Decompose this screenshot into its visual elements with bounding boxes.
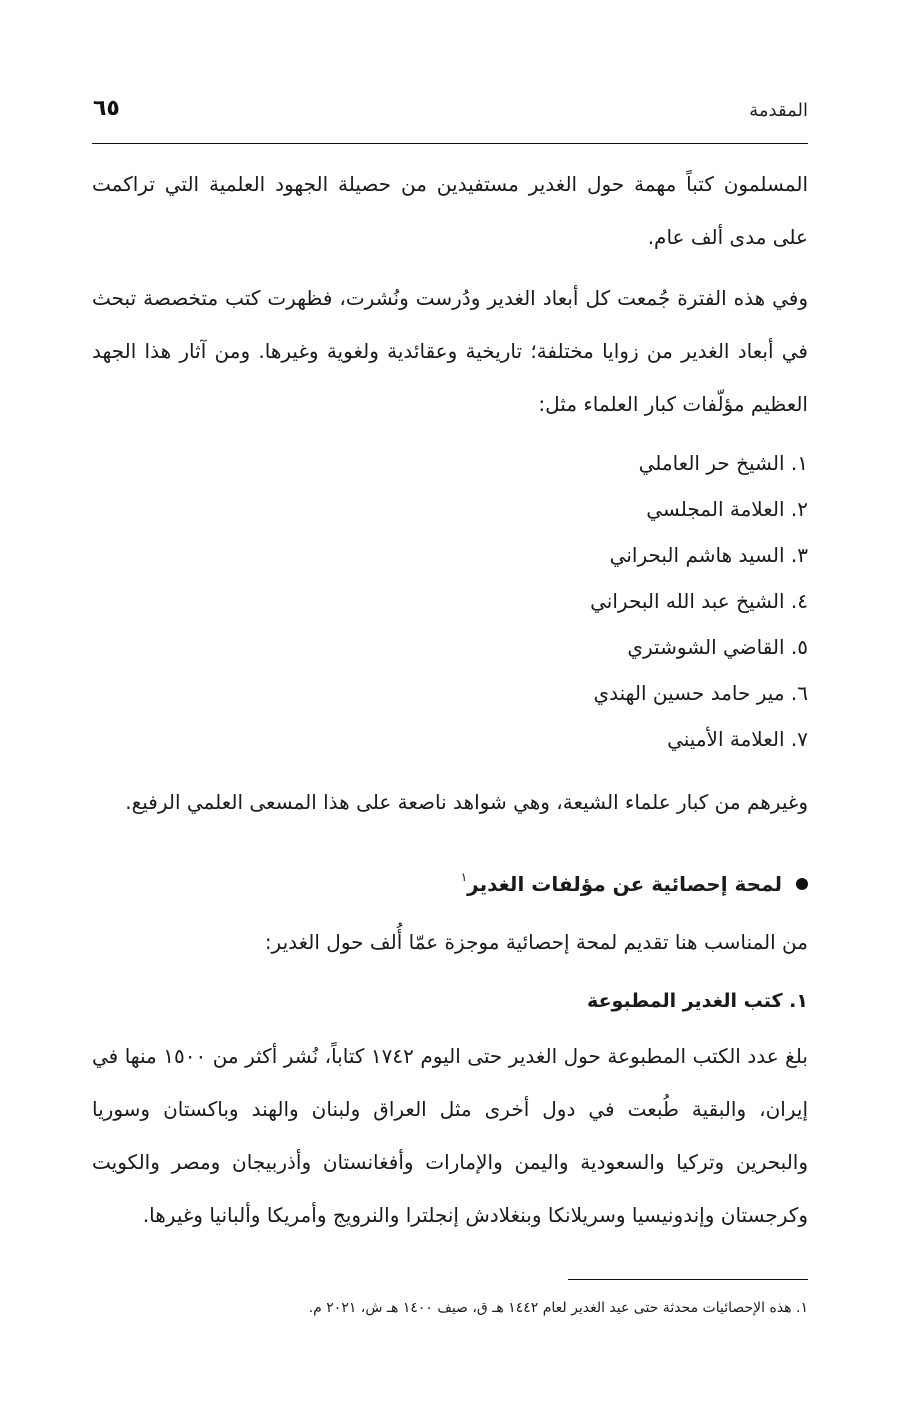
footnote-divider	[568, 1279, 808, 1280]
list-item: ١. الشيخ حر العاملي	[638, 451, 808, 475]
page-number: ٦٥	[93, 96, 120, 121]
header-divider	[92, 143, 808, 144]
section-title: لمحة إحصائية عن مؤلفات الغدير$^١$	[460, 870, 782, 896]
list-item: ٦. مير حامد حسين الهندي	[593, 681, 808, 705]
paragraph-continuation: المسلمون كتباً مهمة حول الغدير مستفيدين من حصيلة الجهود العلمية التي تراكمت على مدى ألف عام.	[92, 172, 808, 249]
closing-paragraph: وغيرهم من كبار علماء الشيعة، وهي شواهد ناصعة على هذا المسعى العلمي الرفيع.	[125, 790, 808, 814]
list-item: ٧. العلامة الأميني	[667, 727, 808, 751]
bullet-icon	[796, 878, 808, 890]
list-item: ٢. العلامة المجلسي	[646, 497, 808, 521]
section-intro: من المناسب هنا تقديم لمحة إحصائية موجزة عمّا أُلف حول الغدير:	[264, 930, 808, 954]
list-item: ٥. القاضي الشوشتري	[627, 635, 808, 659]
section-heading	[461, 872, 808, 896]
list-item: ٤. الشيخ عبد الله البحراني	[590, 589, 808, 613]
paragraph-period-overview: وفي هذه الفترة جُمعت كل أبعاد الغدير ودُرست ونُشرت، فظهرت كتب متخصصة تبحث في أبعاد الغدير من زوايا مختلفة؛ تاريخية وعقائدية ولغوية وغيرها. ومن آثار هذا الجهد العظيم مؤلّفات كبار العلماء مثل:	[92, 286, 808, 416]
footnote: ١. هذه الإحصائيات محدثة حتى عيد الغدير لعام ١٤٤٢ هـ ق، صيف ١٤٠٠ هـ ش، ٢٠٢١ م.	[308, 1300, 808, 1316]
list-item: ٣. السيد هاشم البحراني	[609, 543, 808, 567]
scholars-list	[590, 440, 808, 762]
footnote-marker[interactable]: ١	[460, 870, 468, 884]
subsection-heading: ١. كتب الغدير المطبوعة	[587, 990, 808, 1012]
subsection-body: بلغ عدد الكتب المطبوعة حول الغدير حتى اليوم ١٧٤٢ كتاباً، نُشر أكثر من ١٥٠٠ منها في إيران، والبقية طُبعت في دول أخرى مثل العراق ولبنان والهند وباكستان وسوريا والبحرين وتركيا والسعودية واليمن والإمارات وأفغانستان وأذربيجان ومصر والكويت وكرجستان وإندونيسيا وسريلانكا وبنغلادش إنجلترا والنرويج وأمريكا وألبانيا وغيرها.	[92, 1044, 808, 1227]
running-header-title: المقدمة	[749, 100, 808, 121]
